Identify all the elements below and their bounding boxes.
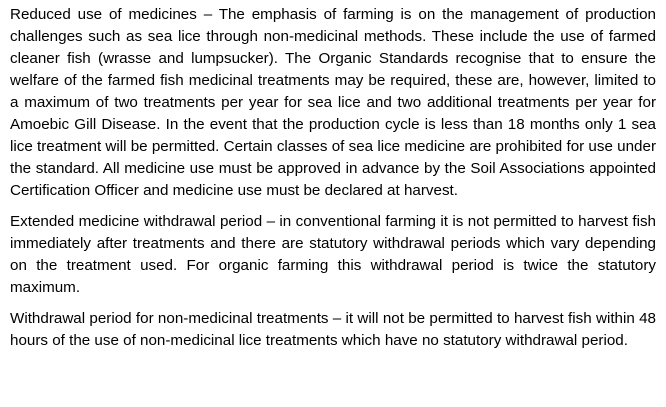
paragraph-extended-withdrawal-period: Extended medicine withdrawal period – in conventional farming it is not permitted to harvest fish immediately after treatments and there are statutory withdrawal periods which vary depending on the treatment used. For organic farming this withdrawal period is twice the statutory maximum. <box>10 213 656 296</box>
paragraph-reduced-use-of-medicines: Reduced use of medicines – The emphasis of farming is on the management of production challenges such as sea lice through non-medicinal methods. These include the use of farmed cleaner fish (wrasse and lumpsucker). The Organic Standards recognise that to ensure the welfare of the farmed fish medicinal treatments may be required, these are, however, limited to a maximum of two treatments per year for sea lice and two additional treatments per year for Amoebic Gill Disease. In the event that the production cycle is less than 18 months only 1 sea lice treatment will be permitted. Certain classes of sea lice medicine are prohibited for use under the standard. All medicine use must be approved in advance by the Soil Associations appointed Certification Officer and medicine use must be declared at harvest. <box>10 6 656 199</box>
paragraph-non-medicinal-withdrawal-period: Withdrawal period for non-medicinal treatments – it will not be permitted to harvest fish within 48 hours of the use of non-medicinal lice treatments which have no statutory withdrawal period. <box>10 310 656 349</box>
